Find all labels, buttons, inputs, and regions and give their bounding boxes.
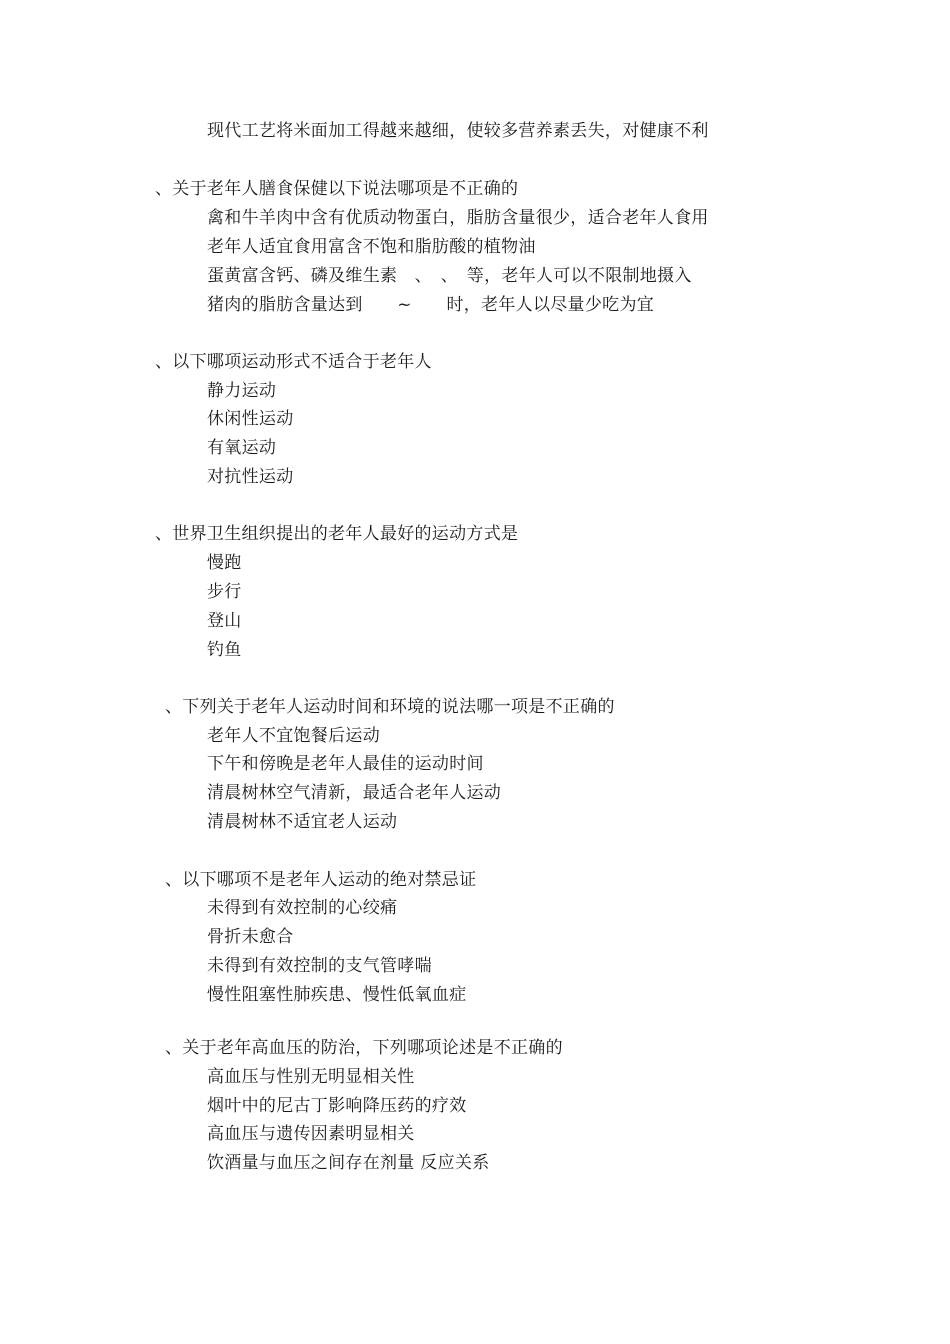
question-3-option-a: 慢跑 bbox=[207, 553, 242, 573]
question-4-option-b: 下午和傍晚是老年人最佳的运动时间 bbox=[207, 754, 484, 774]
question-5-option-a: 未得到有效控制的心绞痛 bbox=[207, 898, 398, 918]
question-1-stem: 、关于老年人膳食保健以下说法哪项是不正确的 bbox=[155, 179, 519, 199]
question-1-option-d: 猪肉的脂肪含量达到 ~ 时，老年人以尽量少吃为宜 bbox=[207, 295, 655, 315]
question-4-stem: 、下列关于老年人运动时间和环境的说法哪一项是不正确的 bbox=[165, 697, 615, 717]
question-3-option-d: 钓鱼 bbox=[207, 640, 242, 660]
question-1-option-c: 蛋黄富含钙、磷及维生素 、 、 等，老年人可以不限制地摄入 bbox=[207, 266, 692, 286]
question-5-option-b: 骨折未愈合 bbox=[207, 927, 294, 947]
question-4-option-d: 清晨树林不适宜老人运动 bbox=[207, 812, 398, 832]
question-4-option-c: 清晨树林空气清新，最适合老年人运动 bbox=[207, 783, 502, 803]
question-2-option-c: 有氧运动 bbox=[207, 438, 277, 458]
question-5-option-d: 慢性阻塞性肺疾患、慢性低氧血症 bbox=[207, 985, 467, 1005]
question-3-option-b: 步行 bbox=[207, 582, 242, 602]
question-4-option-a: 老年人不宜饱餐后运动 bbox=[207, 726, 380, 746]
question-6-option-c: 高血压与遗传因素明显相关 bbox=[207, 1124, 415, 1144]
question-2-option-b: 休闲性运动 bbox=[207, 409, 294, 429]
question-1-option-a: 禽和牛羊肉中含有优质动物蛋白，脂肪含量很少，适合老年人食用 bbox=[207, 208, 709, 228]
question-1-option-b: 老年人适宜食用富含不饱和脂肪酸的植物油 bbox=[207, 237, 536, 257]
question-5-stem: 、以下哪项不是老年人运动的绝对禁忌证 bbox=[165, 870, 477, 890]
question-6-option-a: 高血压与性别无明显相关性 bbox=[207, 1067, 415, 1087]
question-3-option-c: 登山 bbox=[207, 611, 242, 631]
question-2-option-d: 对抗性运动 bbox=[207, 467, 294, 487]
question-5-option-c: 未得到有效控制的支气管哮喘 bbox=[207, 956, 432, 976]
question-6-stem: 、关于老年高血压的防治，下列哪项论述是不正确的 bbox=[165, 1038, 563, 1058]
question-2-option-a: 静力运动 bbox=[207, 381, 277, 401]
question-2-stem: 、以下哪项运动形式不适合于老年人 bbox=[155, 352, 432, 372]
question-6-option-b: 烟叶中的尼古丁影响降压药的疗效 bbox=[207, 1096, 467, 1116]
question-6-option-d: 饮酒量与血压之间存在剂量 反应关系 bbox=[207, 1153, 490, 1173]
intro-text: 现代工艺将米面加工得越来越细，使较多营养素丢失，对健康不利 bbox=[207, 121, 709, 141]
question-3-stem: 、世界卫生组织提出的老年人最好的运动方式是 bbox=[155, 524, 519, 544]
